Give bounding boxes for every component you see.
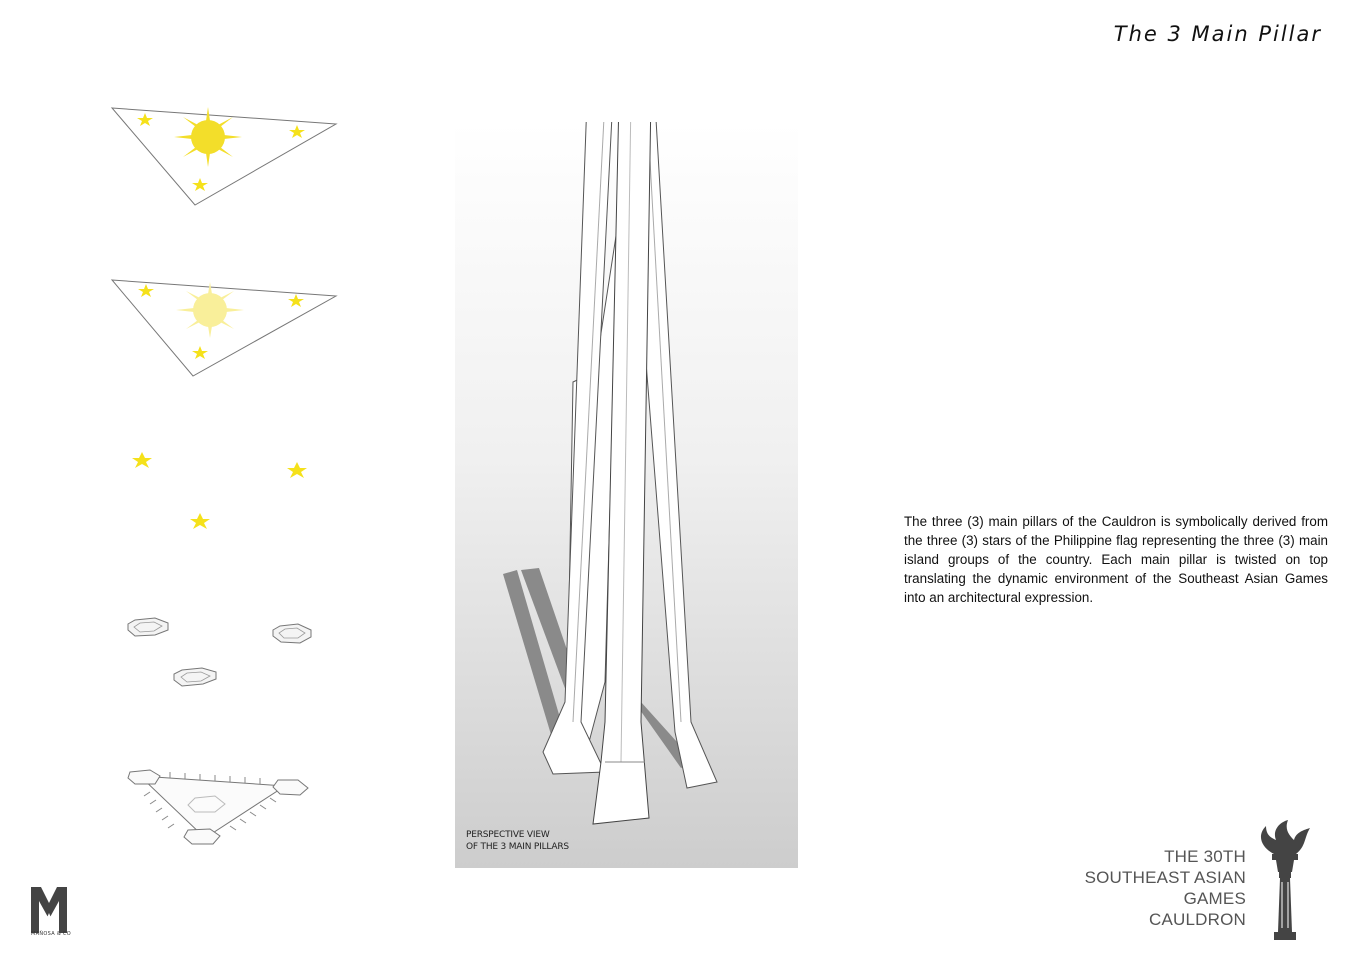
description-text: The three (3) main pillars of the Cauldron is symbolically derived from the three (3) stars of the Philippine flag representing the three (3) main island groups of the country. Each main pillar is twisted on top translating the dynamic environment of the Southeast Asian Games into an architectural expression. xyxy=(904,514,1328,605)
manosa-logo-icon xyxy=(31,885,67,935)
octagon-base xyxy=(273,624,311,643)
star-icon xyxy=(287,462,307,478)
event-line-1: THE 30TH xyxy=(1164,847,1246,866)
perspective-label-line2: OF THE 3 MAIN PILLARS xyxy=(466,842,569,852)
page-title: The 3 Main Pillar xyxy=(1113,22,1322,46)
flag-triangle-faded-sun xyxy=(100,274,350,384)
star-icon xyxy=(190,513,210,529)
event-block xyxy=(1076,820,1326,950)
event-line-4: CAULDRON xyxy=(1148,910,1246,929)
event-title xyxy=(1085,846,1246,930)
triangular-platform xyxy=(100,760,350,870)
concept-sequence xyxy=(100,90,350,870)
cauldron-torch-icon xyxy=(1252,820,1318,942)
event-line-3: GAMES xyxy=(1183,889,1246,908)
three-pillars-drawing xyxy=(455,122,798,868)
perspective-label-line1: PERSPECTIVE VIEW xyxy=(466,830,550,840)
event-line-2: SOUTHEAST ASIAN xyxy=(1084,868,1246,887)
flag-triangle-with-sun xyxy=(100,100,350,210)
perspective-label xyxy=(466,829,569,853)
logo-text: MAÑOSA & CO xyxy=(31,931,71,937)
star-icon xyxy=(132,452,152,468)
three-stars xyxy=(100,448,350,548)
octagon-base xyxy=(174,668,216,686)
pillar-bases xyxy=(100,610,350,710)
perspective-view-panel xyxy=(455,122,798,868)
